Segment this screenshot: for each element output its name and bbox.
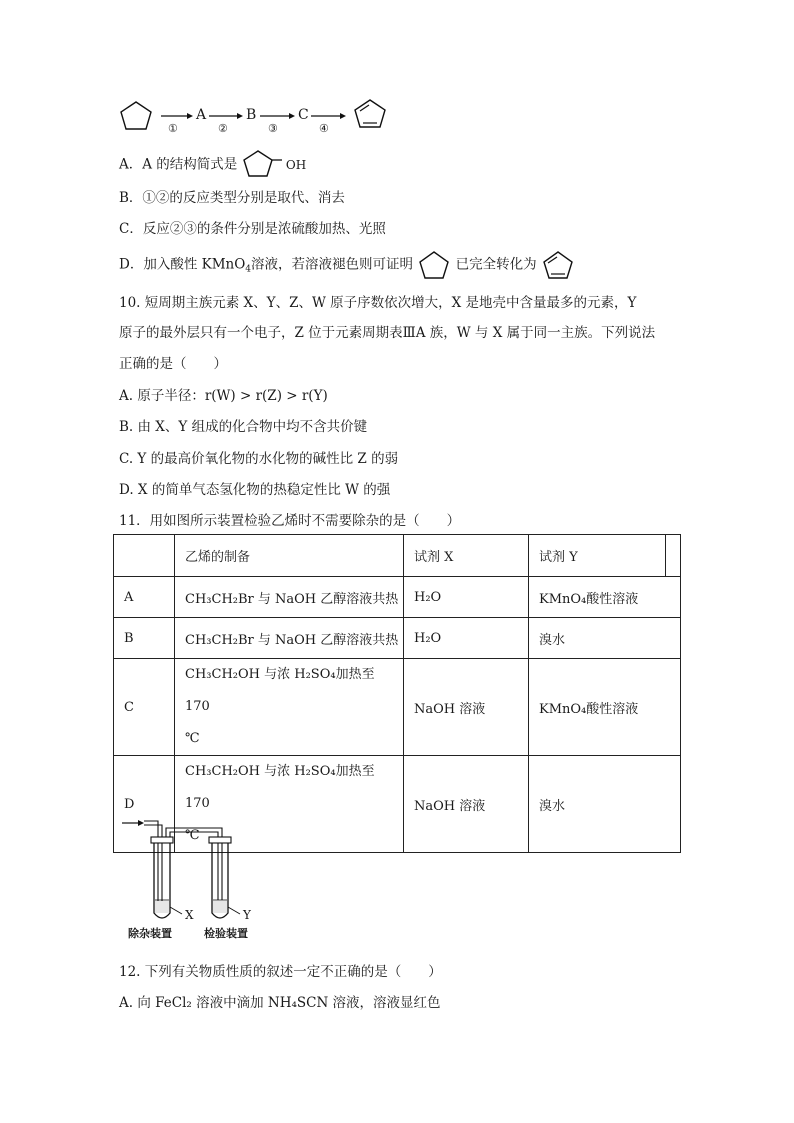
q10-stem-line1: 10. 短周期主族元素 X、Y、Z、W 原子序数依次增大，X 是地壳中含量最多的元素，Y [119,295,637,311]
row-prep: CH₃CH₂Br 与 NaOH 乙醇溶液共热 [175,618,404,659]
row-prep: CH₃CH₂OH 与浓 H₂SO₄加热至 170 ℃ [175,659,404,756]
q10-option-c: C. Y 的最高价氧化物的水化物的碱性比 Z 的弱 [119,451,399,467]
apparatus-caption-right: 检验装置 [204,927,248,940]
q10-stem-line3: 正确的是（ ） [119,356,227,372]
row-label: A [114,577,175,618]
row-prep: CH₃CH₂Br 与 NaOH 乙醇溶液共热 [175,577,404,618]
apparatus-caption-left: 除杂装置 [128,927,172,940]
table-row [114,659,681,756]
row-label: C [114,659,175,756]
row-label: B [114,618,175,659]
row-reagent-y: KMnO₄酸性溶液 [529,659,681,756]
apparatus-label-x: X [185,908,194,922]
scheme-step-1: ① [168,122,178,135]
q9-option-d: D．加入酸性 KMnO$_4$溶液，若溶液褪色则可证明 已完全转化为 [119,250,575,280]
row-label: D [114,756,175,853]
cyclopentadiene-structure-inline [541,250,575,280]
q10-option-a: A. 原子半径：r(W) > r(Z) > r(Y) [119,388,328,404]
table-row [114,577,681,618]
row-reagent-x: H₂O [404,577,529,618]
q9-option-b: B．①②的反应类型分别是取代、消去 [119,190,345,206]
q9-option-c: C．反应②③的条件分别是浓硫酸加热、光照 [119,221,386,237]
q10-stem-line2: 原子的最外层只有一个电子，Z 位于元素周期表ⅢA 族，W 与 X 属于同一主族。下列说法 [119,325,656,341]
scheme-label-c: C [298,107,309,123]
reaction-scheme [115,96,405,138]
hydroxyl-label: OH [285,157,307,172]
table-row [114,618,681,659]
q10-option-b: B. 由 X、Y 组成的化合物中均不含共价键 [119,419,368,435]
row-reagent-y: 溴水 [529,756,681,853]
row-reagent-x: NaOH 溶液 [404,659,529,756]
table-header-cell: 试剂 Y [529,535,681,577]
cyclopentane-structure [121,102,151,129]
table-header-cell [114,535,175,577]
scheme-step-4: ④ [319,122,329,135]
table-header-row [114,535,681,577]
row-reagent-x: H₂O [404,618,529,659]
table-header-cell: 试剂 X [404,535,529,577]
row-reagent-x: NaOH 溶液 [404,756,529,853]
apparatus-label-y: Y [243,908,251,922]
row-reagent-y: 溴水 [529,618,681,659]
cyclopentane-structure-inline [417,250,451,280]
scheme-step-2: ② [218,122,228,135]
row-prep: CH₃CH₂OH 与浓 H₂SO₄加热至 170 ℃ [175,756,404,853]
q10-option-d: D. X 的简单气态氢化物的热稳定性比 W 的强 [119,482,391,498]
q12-stem: 12. 下列有关物质性质的叙述一定不正确的是（ ） [119,964,442,980]
scheme-label-b: B [246,107,257,123]
scheme-label-a: A [196,107,207,123]
row-reagent-y: KMnO₄酸性溶液 [529,577,681,618]
reaction-scheme-drawing [115,96,405,138]
q11-table [113,534,681,853]
q11-stem: 11．用如图所示装置检验乙烯时不需要除杂的是（ ） [119,513,461,529]
q12-option-a: A. 向 FeCl₂ 溶液中滴加 NH₄SCN 溶液，溶液显红色 [119,995,441,1011]
q9-option-a: A．A 的结构简式是 OH [119,148,328,182]
apparatus-diagram [118,815,268,943]
table-header-cell: 乙烯的制备 [175,535,404,577]
scheme-step-3: ③ [268,122,278,135]
